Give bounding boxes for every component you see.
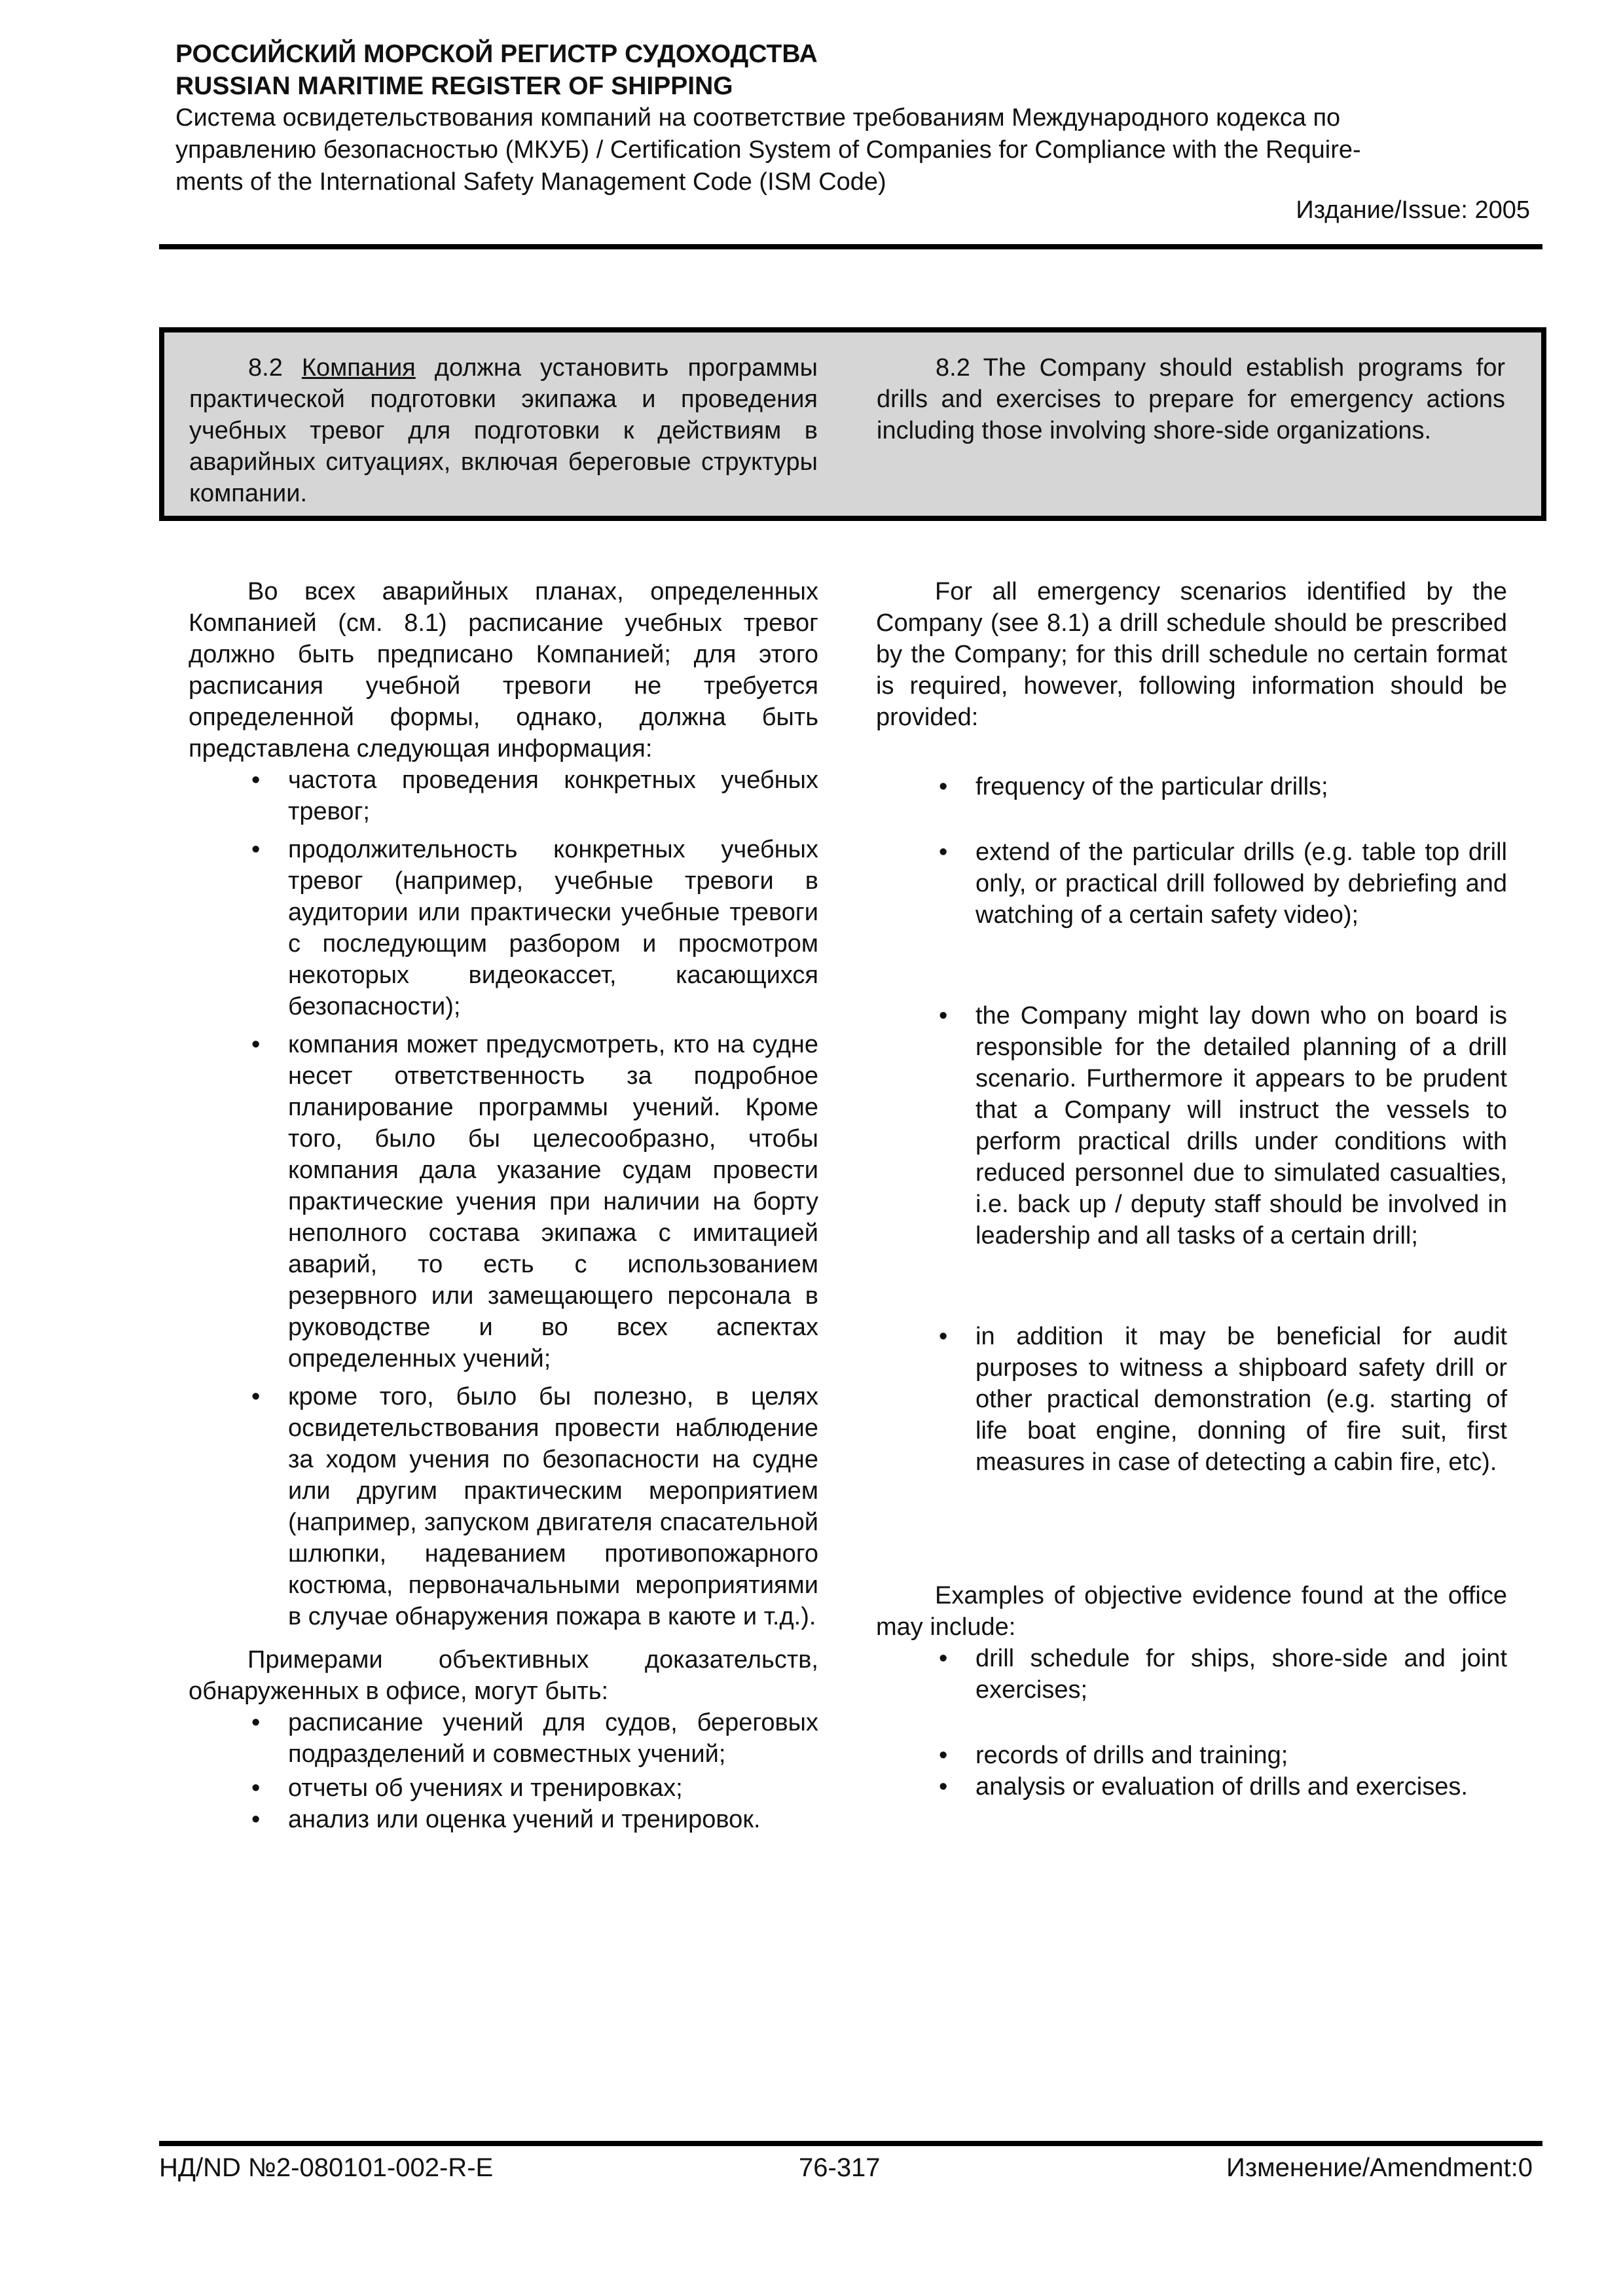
list-item: • отчеты об учениях и тренировках; [189,1772,818,1804]
list-item: • продолжительность конкретных учебных тревог (например, учебные тревоги в аудитории или практически учебные тревоги с последующим разбором и просмотром некоторых видеокассет, касающихся безопасности); [189,834,818,1022]
ru-examples [189,1644,818,1707]
page-header [175,38,1531,198]
header-subtitle-line2: управлению безопасностью (МКУБ) / Certification System of Companies for Compliance with the Require- [175,136,1361,164]
en-intro [876,576,1507,733]
header-title-ru: РОССИЙСКИЙ МОРСКОЙ РЕГИСТР СУДОХОДСТВА [175,40,818,68]
header-subtitle-line3: ments of the International Safety Management Code (ISM Code) [175,168,886,196]
ru-intro-text: Во всех аварийных планах, определенных Компанией (см. 8.1) расписание учебных тревог должно быть предписано Компанией; для этого расписания учебной тревоги не требуется определенной формы, однако, должна быть представлена следующая информация: [189,578,818,762]
list-item: • records of drills and training; [876,1740,1507,1771]
requirement-en [877,352,1505,446]
en-bullet-list [876,771,1507,1478]
issue-label: Издание/Issue: 2005 [1296,196,1530,224]
list-item: • кроме того, было бы полезно, в целях освидетельствования провести наблюдение за ходом учения по безопасности на судне или другим практическим мероприятием (например, запуском двигателя спасательной шлюпки, надеванием противопожарного костюма, первоначальными мероприятиями в случае обнаружения пожара в каюте и т.д.). [189,1381,818,1632]
list-item: • extend of the particular drills (e.g. table top drill only, or practical drill followed by debriefing and watching of a certain safety video); [876,836,1507,931]
requirement-ru [189,352,818,509]
ru-examples-list [189,1707,818,1835]
en-examples-list [876,1643,1507,1803]
footer-doc-number: НД/ND №2-080101-002-R-E [159,2153,494,2182]
footer-page-number: 76-317 [799,2153,881,2182]
footer-amendment: Изменение/Amendment:0 [1226,2153,1533,2182]
requirement-ru-company: Компания [301,354,416,382]
list-item: • компания может предусмотреть, кто на судне несет ответственность за подробное планирование программы учений. Кроме того, было бы целесообразно, чтобы компания дала указание судам провести практические учения при наличии на борту неполного состава экипажа с имитацией аварий, то есть с использованием резервного или замещающего персонала в руководстве и во всех аспектах определенных учений; [189,1029,818,1374]
ru-examples-text: Примерами объективных доказательств, обнаруженных в офисе, могут быть: [189,1646,818,1705]
header-subtitle-line1: Система освидетельствования компаний на соответствие требованиям Международного кодекса по [175,104,1341,132]
list-item: • расписание учений для судов, береговых подразделений и совместных учений; [189,1707,818,1770]
list-item: • анализ или оценка учений и тренировок. [189,1804,818,1835]
list-item: • drill schedule for ships, shore-side and joint exercises; [876,1643,1507,1706]
requirement-ru-text: должна установить программы практической подготовки экипажа и проведения учебных тревог для подготовки к действиям в аварийных ситуациях, включая береговые структуры компании. [189,354,818,507]
column-ru [189,576,818,1835]
footer-rule [159,2141,1542,2146]
list-item: • frequency of the particular drills; [876,771,1507,802]
requirement-ru-number: 8.2 [248,354,283,382]
requirement-box [159,327,1546,521]
ru-intro [189,576,818,764]
requirement-en-text: 8.2 The Company should establish programs for drills and exercises to prepare for emergency actions including those involving shore-side organizations. [877,354,1505,444]
ru-bullet-list [189,764,818,1632]
list-item: • the Company might lay down who on board is responsible for the detailed planning of a drill scenario. Furthermore it appears to be prudent that a Company will instruct the vessels to perform practical drills under conditions with reduced personnel due to simulated casualties, i.e. back up / deputy staff should be involved in leadership and all tasks of a certain drill; [876,1000,1507,1251]
en-examples [876,1580,1507,1643]
en-intro-text: For all emergency scenarios identified by the Company (see 8.1) a drill schedule should be prescribed by the Company; for this drill schedule no certain format is required, however, following information should be provided: [876,578,1507,731]
header-title-en: RUSSIAN MARITIME REGISTER OF SHIPPING [175,72,733,100]
list-item: • in addition it may be beneficial for audit purposes to witness a shipboard safety drill or other practical demonstration (e.g. starting of life boat engine, donning of fire suit, first measures in case of detecting a cabin fire, etc). [876,1321,1507,1478]
column-en [876,576,1507,1803]
header-rule [159,244,1542,249]
en-examples-text: Examples of objective evidence found at the office may include: [876,1582,1507,1641]
list-item: • analysis or evaluation of drills and exercises. [876,1771,1507,1803]
list-item: • частота проведения конкретных учебных тревог; [189,764,818,827]
